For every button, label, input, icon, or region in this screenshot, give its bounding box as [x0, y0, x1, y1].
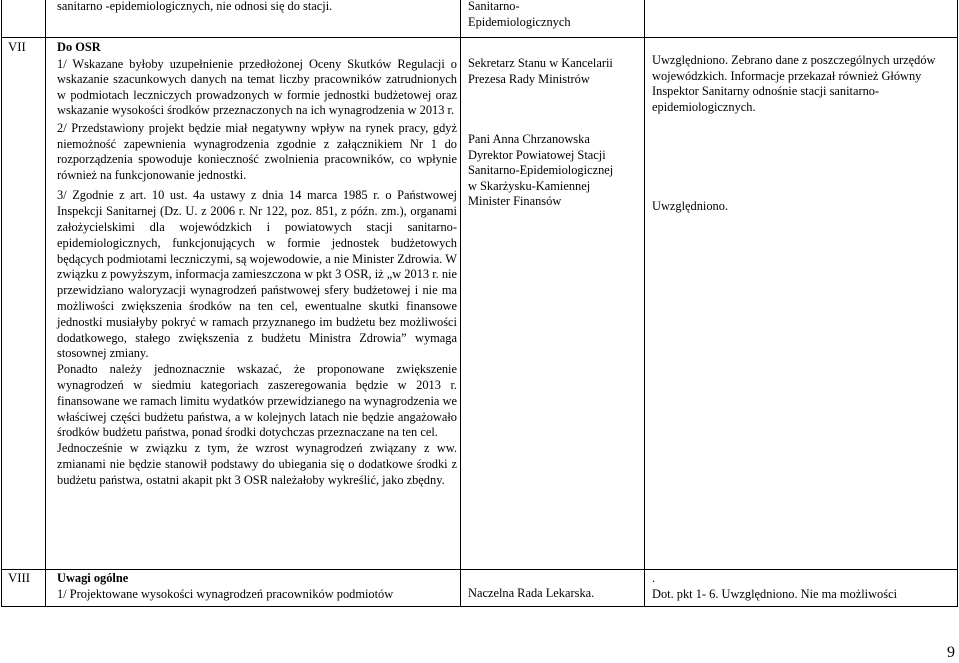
row-vii-point2: 2/ Przedstawiony projekt będzie miał negatywny wpływ na rynek pracy, gdyż niemożność zapewnienia wynagrodzenia zgodnie z załącznikiem Nr 1 do rozporządzenia spowoduje konieczność zwolnienia pracowników, co wpłynie również na funkcjonowanie jednostki. — [57, 120, 457, 182]
row-viii-response — [652, 571, 952, 602]
row-viii-response-text: Dot. pkt 1- 6. Uwzględniono. Nie ma możliwości — [652, 586, 898, 601]
row-viii-author — [468, 586, 638, 602]
top-row-col3-text: sanitarno -epidemiologicznych, nie odnosi się do stacji. — [57, 0, 333, 13]
top-row-text — [57, 0, 457, 15]
row-vii-response1-text: Uwzględniono. Zebrano dane z poszczególnych urzędów wojewódzkich. Informacje przekazał również Główny Inspektor Sanitarny odnośnie stacji sanitarno-epidemiologicznych. — [652, 53, 936, 114]
row-viii-response-dot: . — [652, 571, 656, 585]
row-vii-content — [57, 40, 457, 488]
column-divider-3 — [644, 0, 645, 606]
row-vii-author1-text: Sekretarz Stanu w Kancelarii Prezesa Rady Ministrów — [468, 56, 613, 86]
row-vii-point3-para1: 3/ Zgodnie z art. 10 ust. 4a ustawy z dnia 14 marca 1985 r. o Państwowej Inspekcji Sanitarnej (Dz. U. z 2006 r. Nr 122, poz. 851, z późn. zm.), organami założycielskimi dla wojewódzkich i powiatowych stacji sanitarno-epidemiologicznych, funkcjonujących w formie jednostek budżetowych będących podmiotami leczniczymi, są wojewodowie, a nie Minister Zdrowia. W związku z powyższym, informacja zamieszczona w pkt 3 OSR, iż „w 2013 r. nie przewidziano waloryzacji wynagrodzeń państwowej sfery budżetowej i nie ma możliwości zwiększenia środków na ten cel, ewentualne skutki finansowe jednostki musiałyby pokryć w ramach przyznanego im budżetu bez możliwości dodatkowego, stałego zwiększenia z budżetu Ministra Zdrowia” wymaga stosownej zmiany. — [57, 188, 457, 361]
row-viii-heading: Uwagi ogólne — [57, 571, 129, 585]
row-vii-author2-line3: Sanitarno-Epidemiologicznej — [468, 163, 614, 178]
row-vii-author1 — [468, 56, 638, 87]
row-number-vii: VII — [8, 40, 26, 54]
row-vii-response1 — [652, 53, 952, 115]
row-vii-author3 — [468, 194, 638, 210]
row-viii-point1: 1/ Projektowane wysokości wynagrodzeń pracowników podmiotów — [57, 586, 394, 601]
row-vii-heading: Do OSR — [57, 40, 101, 54]
row-vii-response3 — [652, 199, 952, 215]
page-number: 9 — [947, 644, 955, 661]
row-vii-author2-line4: w Skarżysku-Kamiennej — [468, 178, 591, 193]
row-divider-top — [1, 37, 958, 38]
row-viii-content — [57, 571, 457, 602]
row-vii-author2 — [468, 132, 643, 194]
row-divider-viii — [1, 569, 958, 570]
row-viii-author-text: Naczelna Rada Lekarska. — [468, 586, 595, 600]
row-vii-author2-line2: Dyrektor Powiatowej Stacji — [468, 147, 606, 162]
table-bottom-border — [1, 606, 958, 607]
table-right-border — [957, 0, 958, 606]
row-vii-point1: 1/ Wskazane byłoby uzupełnienie przedłożonej Oceny Skutków Regulacji o wskazanie szacunkowych danych na temat liczby pracowników zatrudnionych w podmiotach leczniczych prowadzonych w formie jednostki budżetowej oraz wskazanie wysokości środków przeznaczonych na ich wynagrodzenia w 2013 r. — [57, 56, 457, 118]
row-vii-response3-text: Uwzględniono. — [652, 199, 729, 213]
row-number-viii: VIII — [8, 571, 31, 585]
row-vii-author2-line1: Pani Anna Chrzanowska — [468, 132, 590, 146]
table-left-border — [1, 0, 2, 606]
top-row-col4-line2: Epidemiologicznych — [468, 14, 571, 29]
column-divider-2 — [460, 0, 461, 606]
top-row-col4-line1: Sanitarno- — [468, 0, 520, 13]
row-vii-point3-para2: Ponadto należy jednoznacznie wskazać, że proponowane zwiększenie wynagrodzeń w siedmiu kategoriach zaszeregowania będzie w 2013 r. finansowane we ramach limitu wydatków przewidzianego na wynagrodzenia we właściwej części budżetu państwa, a w kolejnych latach nie będzie angażowało środków budżetu państwa, ponad środki dotychczas przeznaczane na ten cel. — [57, 362, 457, 440]
row-vii-point3-para3: Jednocześnie w związku z tym, że wzrost wynagrodzeń związany z ww. zmianami nie będzie stanowił podstawy do ubiegania się o dodatkowe środki z budżetu państwa, ostatni akapit pkt 3 OSR należałoby wykreślić, jako zbędny. — [57, 441, 457, 487]
top-row-col4-text — [468, 0, 638, 30]
row-vii-author3-text: Minister Finansów — [468, 194, 562, 208]
column-divider-1 — [45, 0, 46, 606]
